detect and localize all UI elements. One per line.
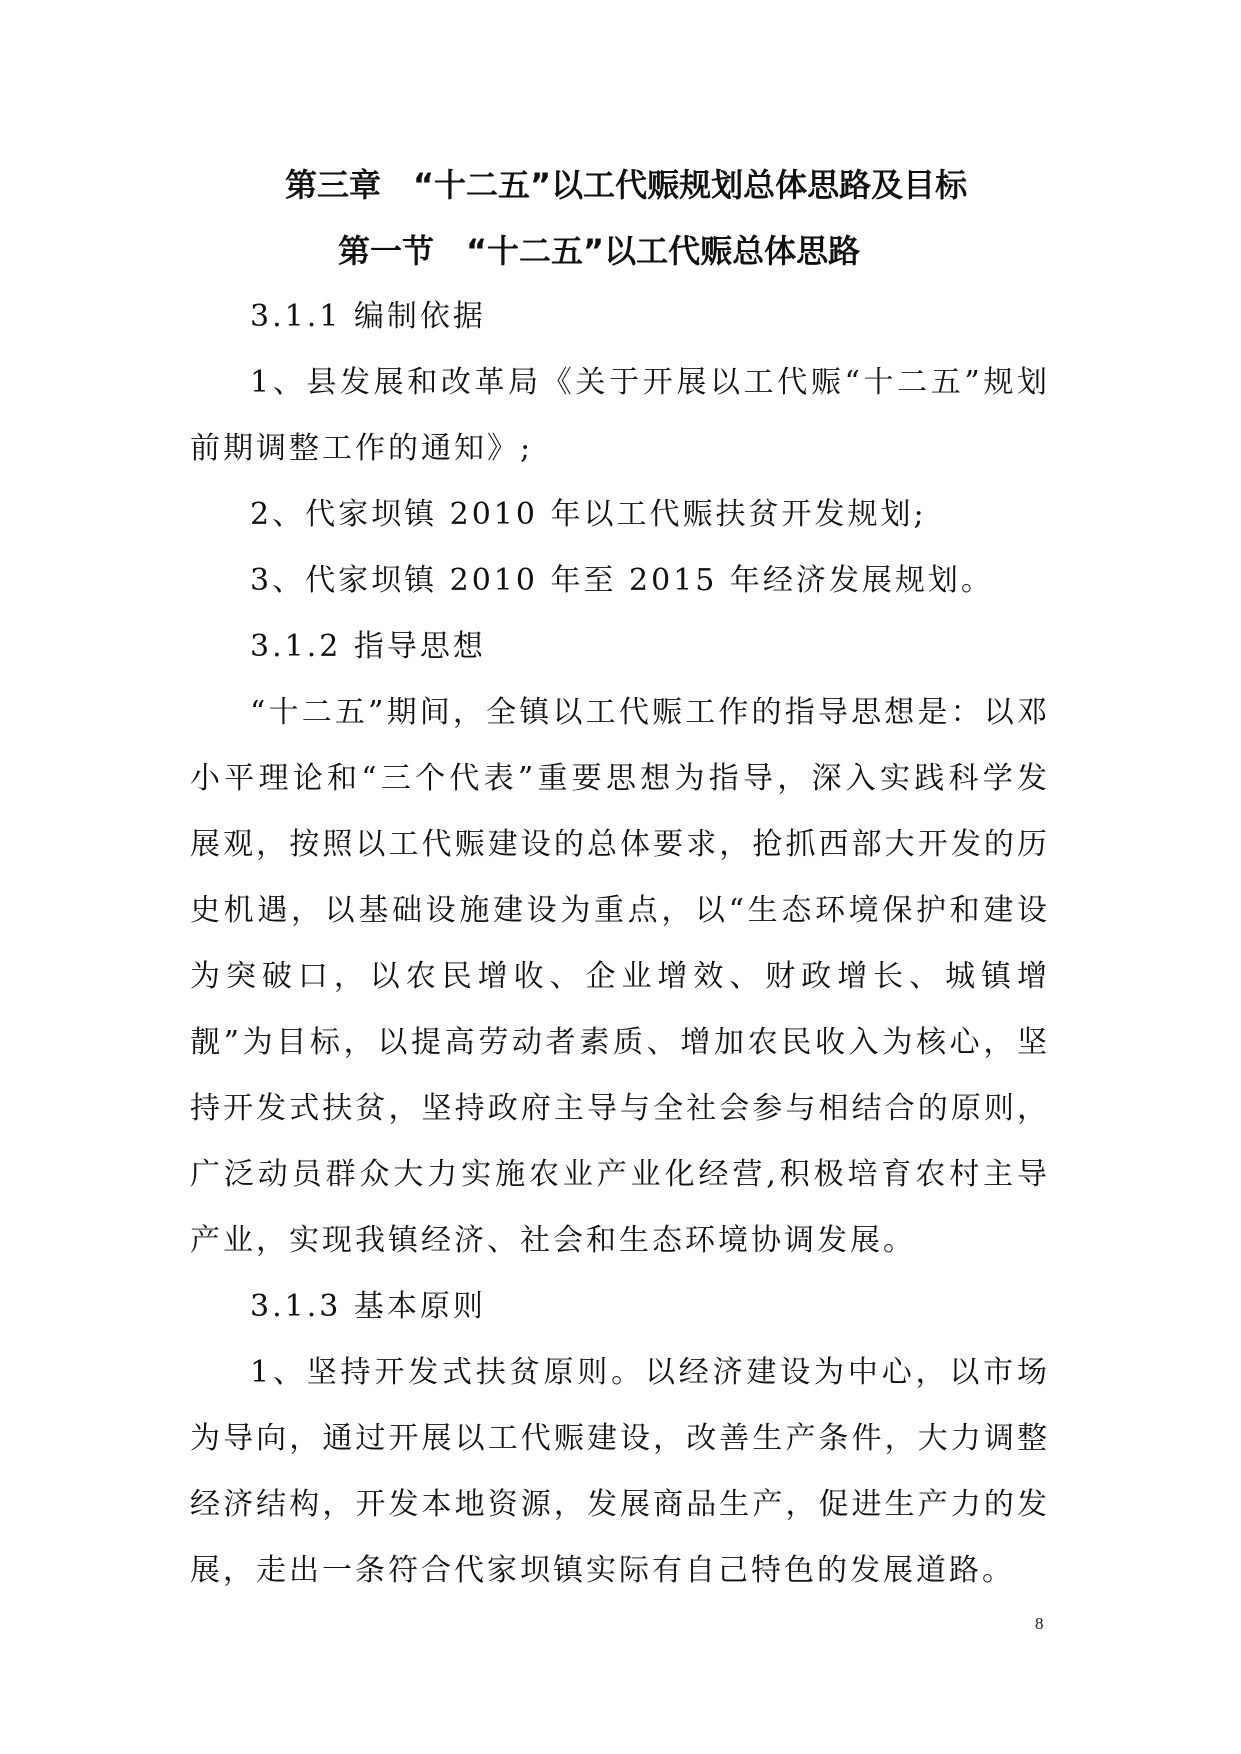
page-number: 8	[1035, 1614, 1044, 1633]
chapter-title: 第三章 “十二五”以工代赈规划总体思路及目标	[285, 166, 968, 204]
subsection-heading-3-1-3: 3.1.3 基本原则	[250, 1289, 486, 1324]
basis-item-1: 1、县发展和改革局《关于开展以工代赈“十二五”规划前期调整工作的通知》;	[190, 365, 1050, 466]
guiding-thought-paragraph: “十二五”期间，全镇以工代赈工作的指导思想是：以邓小平理论和“三个代表”重要思想为指导，深入实践科学发展观，按照以工代赈建设的总体要求，抢抓西部大开发的历史机遇，以基础设施建设为重点，以“生态环境保护和建设为突破口，以农民增收、企业增效、财政增长、城镇增靓”为目标，以提高劳动者素质、增加农民收入为核心，坚持开发式扶贫，坚持政府主导与全社会参与相结合的原则，广泛动员群众大力实施农业产业化经营,积极培育农村主导产业，实现我镇经济、社会和生态环境协调发展。	[190, 695, 1050, 1258]
basis-item-2: 2、代家坝镇 2010 年以工代赈扶贫开发规划;	[250, 497, 927, 532]
subsection-heading-3-1-2: 3.1.2 指导思想	[250, 629, 486, 664]
document-body	[190, 152, 1050, 1604]
basis-item-3: 3、代家坝镇 2010 年至 2015 年经济发展规划。	[250, 563, 994, 598]
subsection-heading-3-1-1: 3.1.1 编制依据	[250, 299, 486, 334]
section-title: 第一节 “十二五”以工代赈总体思路	[338, 232, 861, 270]
principle-1-paragraph: 1、坚持开发式扶贫原则。以经济建设为中心，以市场为导向，通过开展以工代赈建设，改善生产条件，大力调整经济结构，开发本地资源，发展商品生产，促进生产力的发展，走出一条符合代家坝镇实际有自己特色的发展道路。	[190, 1355, 1050, 1588]
